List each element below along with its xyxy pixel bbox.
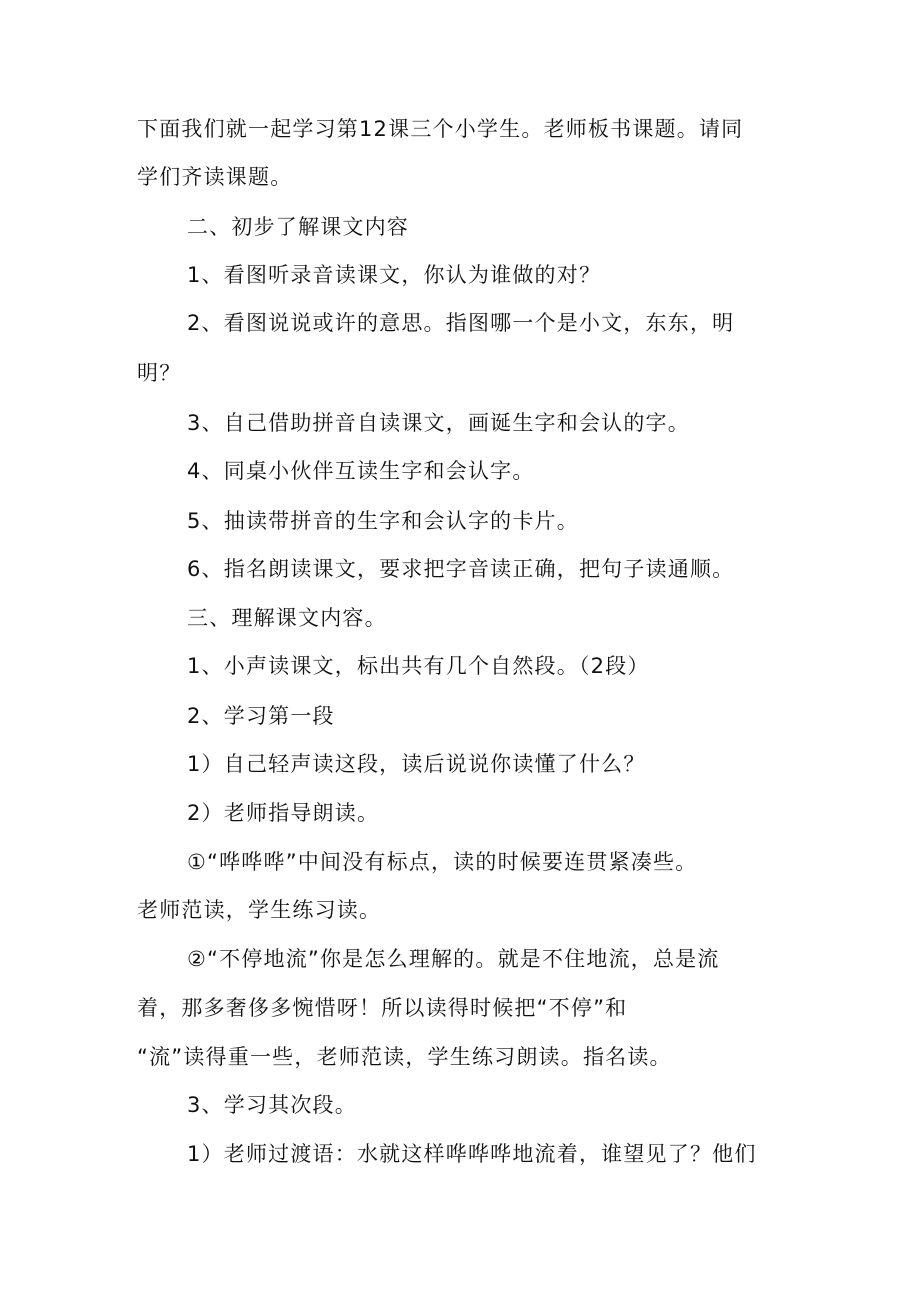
text-line: 1、小声读课文，标出共有几个自然段。（2段） <box>187 654 650 678</box>
text-line: ②“不停地流”你是怎么理解的。就是不住地流，总是流 <box>187 947 720 971</box>
text-line: 2、学习第一段 <box>187 704 335 728</box>
text-line: 1、看图听录音读课文，你认为谁做的对？ <box>187 263 602 287</box>
text-line: 老师范读，学生练习读。 <box>137 898 382 922</box>
text-line: ①“哗哗哗”中间没有标点，读的时候要连贯紧凑些。 <box>187 850 698 874</box>
text-line: “流”读得重一些，老师范读，学生练习朗读。指名读。 <box>137 1045 672 1069</box>
text-line: 下面我们就一起学习第12课三个小学生。老师板书课题。请同 <box>137 117 744 141</box>
text-line: 1）自己轻声读这段，读后说说你读懂了什么？ <box>187 752 646 776</box>
text-line: 3、学习其次段。 <box>187 1093 357 1117</box>
text-line: 2）老师指导朗读。 <box>187 801 380 825</box>
text-line: 学们齐读课题。 <box>137 165 293 189</box>
text-line: 5、抽读带拼音的生字和会认字的卡片。 <box>187 509 579 533</box>
section-heading: 三、理解课文内容。 <box>187 606 387 630</box>
text-line: 着，那多奢侈多惋惜呀！所以读得时候把“不停”和 <box>137 996 628 1020</box>
text-line: 2、看图说说或许的意思。指图哪一个是小文，东东，明 <box>187 311 735 335</box>
text-line: 3、自己借助拼音自读课文，画诞生字和会认的字。 <box>187 411 690 435</box>
text-line: 1）老师过渡语：水就这样哗哗哗地流着，谁望见了？他们 <box>187 1142 757 1166</box>
section-heading: 二、初步了解课文内容 <box>187 215 409 239</box>
text-line: 6、指名朗读课文，要求把字音读正确，把句子读通顺。 <box>187 557 735 581</box>
text-line: 4、同桌小伙伴互读生字和会认字。 <box>187 459 535 483</box>
text-line: 明？ <box>137 361 182 385</box>
